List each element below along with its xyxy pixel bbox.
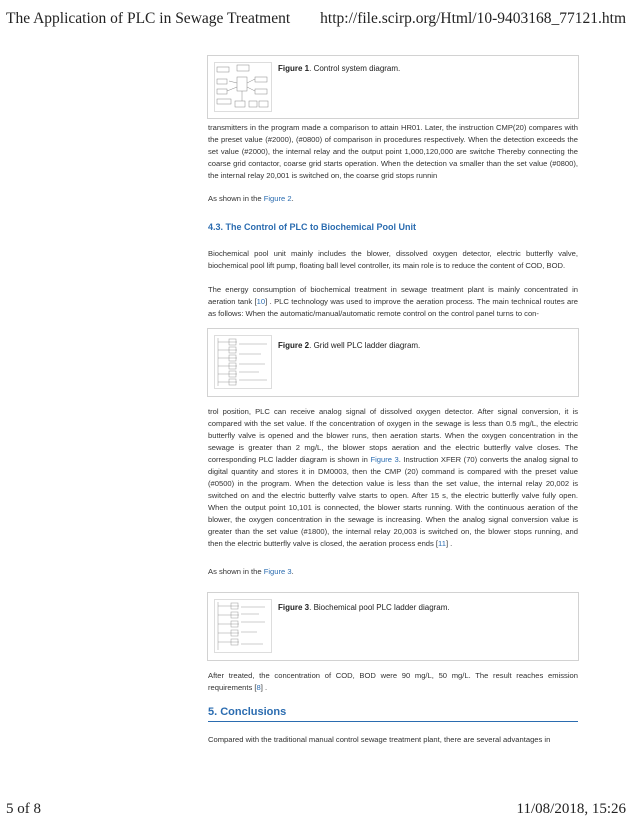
paragraph-grid-comparison: transmitters in the program made a comparison to attain HR01. Later, the instruction CMP(20) compares with the preset value (#2000), (#0800) of comparison in procedures respectively. When the detection exceeds the set value (#2000), the internal relay and the output point 1,000,120,000 are switche Thereby connecting the coarse grid contactor, coarse grid starts operation. When the detection va smaller than the set value (#0800), the internal relay 20,001 is switched on, the coarse grid stops runnin	[208, 123, 578, 180]
figure-1-label: Figure 1	[278, 64, 310, 73]
para4-pre: trol position, PLC can receive analog signal of dissolved oxygen detector. After signal conversion, it is compared with the set value. If the concentration of oxygen in the sewage is less than 0.5 mg/L, the electric butterfly valve is opened and the blower runs, then aeration starts. When the oxygen concentration in the sewage is greater than 2 mg/L, the blower stops aeration and the electric butterfly valve closes. The corresponding PLC ladder diagram is shown in	[208, 407, 578, 464]
para4-post: ] .	[445, 539, 453, 548]
shown3-prefix: As shown in the	[208, 567, 264, 576]
print-timestamp: 11/08/2018, 15:26	[516, 801, 626, 817]
figure-3-label: Figure 3	[278, 603, 310, 612]
browser-print-title: The Application of PLC in Sewage Treatment	[6, 10, 291, 27]
reference-10-link[interactable]: 10	[256, 297, 266, 306]
paragraph-energy-consumption	[208, 284, 578, 320]
para3-post: ] . PLC technology was used to improve the aeration process. The main technical routes are as follows: When the automatic/manual/automatic remote control on the control panel turns to con-	[208, 297, 579, 318]
figure-2-label: Figure 2	[278, 341, 310, 350]
figure-1-caption-text: . Control system diagram.	[309, 64, 401, 73]
reference-11-link[interactable]: 11	[438, 539, 446, 548]
browser-print-url: http://file.scirp.org/Html/10-9403168_77121.htm	[320, 10, 626, 27]
shown3-suffix: .	[291, 567, 294, 576]
paragraph-after-treated	[208, 670, 578, 694]
figure-2-thumbnail[interactable]	[214, 335, 272, 389]
para5-pre: After treated, the concentration of COD, BOD were 90 mg/L, 50 mg/L. The result reaches emission requirements [	[208, 671, 578, 692]
section-heading-5: 5. Conclusions	[208, 706, 287, 718]
figure-2-link[interactable]: Figure 2	[263, 194, 292, 203]
figure-1-caption	[278, 64, 400, 73]
figure-3-link[interactable]: Figure 3	[263, 567, 292, 576]
reference-8-link[interactable]: 8	[256, 683, 261, 692]
shown-prefix: As shown in the	[208, 194, 264, 203]
paragraph-control-position	[208, 406, 578, 550]
shown-suffix: .	[291, 194, 294, 203]
paragraph-conclusions: Compared with the traditional manual control sewage treatment plant, there are several advantages in	[208, 735, 551, 744]
paragraph-shown-figure-3	[208, 566, 578, 578]
para5-post: ] .	[260, 683, 268, 692]
para4-mid: . Instruction XFER (70) converts the analog signal to digital quantity and stores it in DM0003, then the CMP (20) command is compared with the preset value (#0500) in the program. When the detection value is less than the set value, the internal relay 20,002 is switched on and the electric butterfly valve starts to open. After 15 s, the electric butterfly valve fully open. When the output point 10,101 is connected, the blower starts running. With the continuous aeration of the blower, the oxygen concentration in the sewage is increasing. When the analog signal conversion value is greater than the set value (#1800), the internal relay 20,003 is switched on, the blower stops running, and then the electric butterfly valve is closed, the aeration process ends [	[208, 455, 579, 548]
figure-3-caption	[278, 603, 450, 612]
section-heading-4-3: 4.3. The Control of PLC to Biochemical Pool Unit	[208, 222, 417, 232]
figure-3-box	[207, 592, 579, 661]
paragraph-biochemical-pool-unit: Biochemical pool unit mainly includes the blower, dissolved oxygen detector, electric butterfly valve, biochemical pool lift pump, floating ball level controller, its main role is to reduce the content of COD, BOD.	[208, 249, 578, 270]
figure-3-caption-text: . Biochemical pool PLC ladder diagram.	[309, 603, 450, 612]
page-number: 5 of 8	[6, 801, 41, 817]
figure-3-thumbnail[interactable]	[214, 599, 272, 653]
para3-pre: The energy consumption of biochemical treatment in sewage treatment plant is mainly concentrated in aeration tank [	[208, 285, 578, 306]
figure-3-inline-link[interactable]: Figure 3	[370, 455, 399, 464]
paragraph-shown-figure-2	[208, 193, 578, 205]
figure-2-caption	[278, 341, 420, 350]
figure-1-thumbnail[interactable]	[214, 62, 272, 112]
figure-2-box	[207, 328, 579, 397]
figure-2-caption-text: . Grid well PLC ladder diagram.	[309, 341, 421, 350]
figure-1-box	[207, 55, 579, 119]
section-divider	[208, 721, 578, 722]
